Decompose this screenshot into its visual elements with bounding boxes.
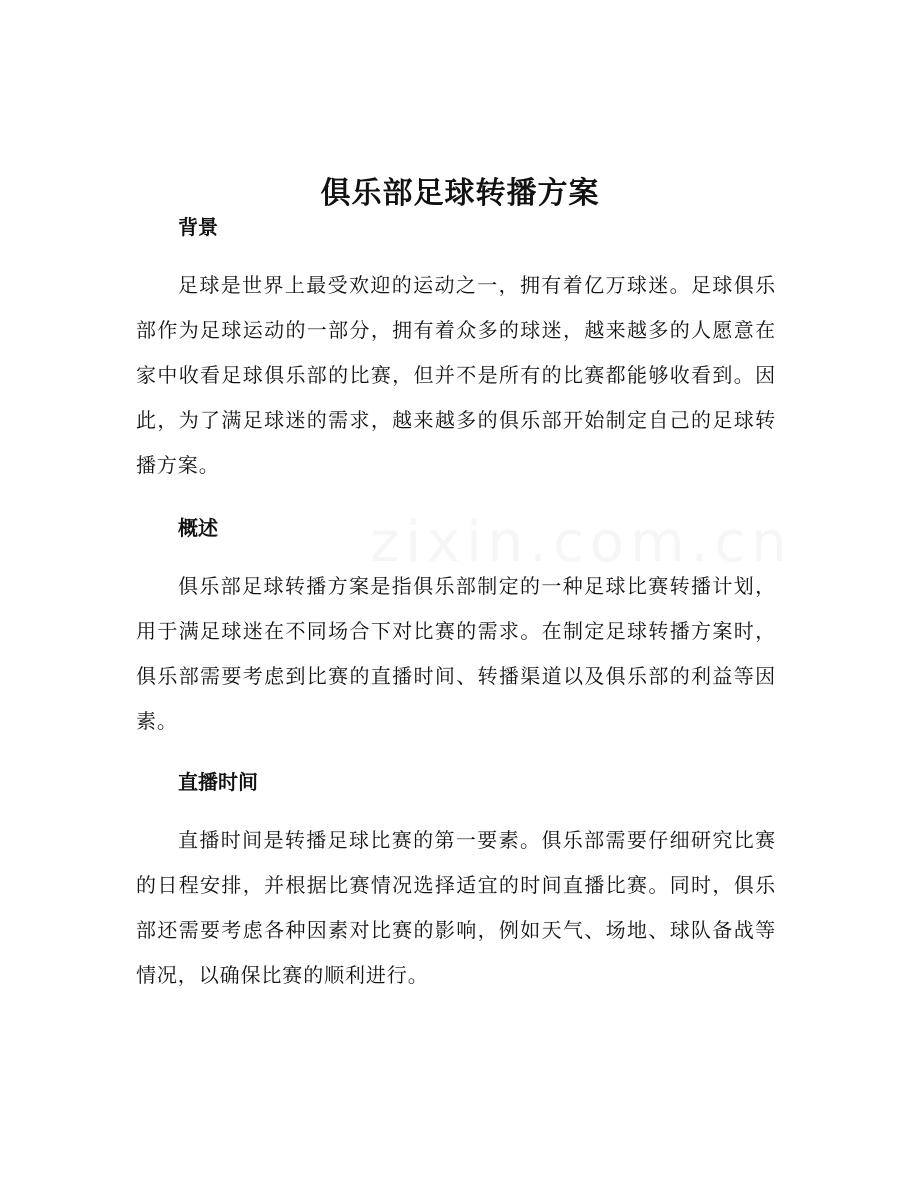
section-heading: 概述 [178, 516, 218, 540]
section-paragraph: 直播时间是转播足球比赛的第一要素。俱乐部需要仔细研究比赛的日程安排，并根据比赛情况选择适宜的时间直播比赛。同时，俱乐部还需要考虑各种因素对比赛的影响，例如天气、场地、球队备战等情况，以确保比赛的顺利进行。 [136, 828, 776, 987]
section-overview [136, 513, 776, 744]
section-heading: 背景 [178, 215, 218, 239]
section-paragraph: 俱乐部足球转播方案是指俱乐部制定的一种足球比赛转播计划，用于满足球迷在不同场合下对比赛的需求。在制定足球转播方案时，俱乐部需要考虑到比赛的直播时间、转播渠道以及俱乐部的利益等因素。 [136, 574, 776, 733]
section-background [136, 212, 776, 488]
document-title: 俱乐部足球转播方案 [320, 176, 600, 212]
section-live-time [136, 767, 776, 998]
section-paragraph: 足球是世界上最受欢迎的运动之一，拥有着亿万球迷。足球俱乐部作为足球运动的一部分，拥有着众多的球迷，越来越多的人愿意在家中收看足球俱乐部的比赛，但并不是所有的比赛都能够收看到。因此，为了满足球迷的需求，越来越多的俱乐部开始制定自己的足球转播方案。 [136, 273, 776, 477]
section-heading: 直播时间 [178, 770, 258, 794]
